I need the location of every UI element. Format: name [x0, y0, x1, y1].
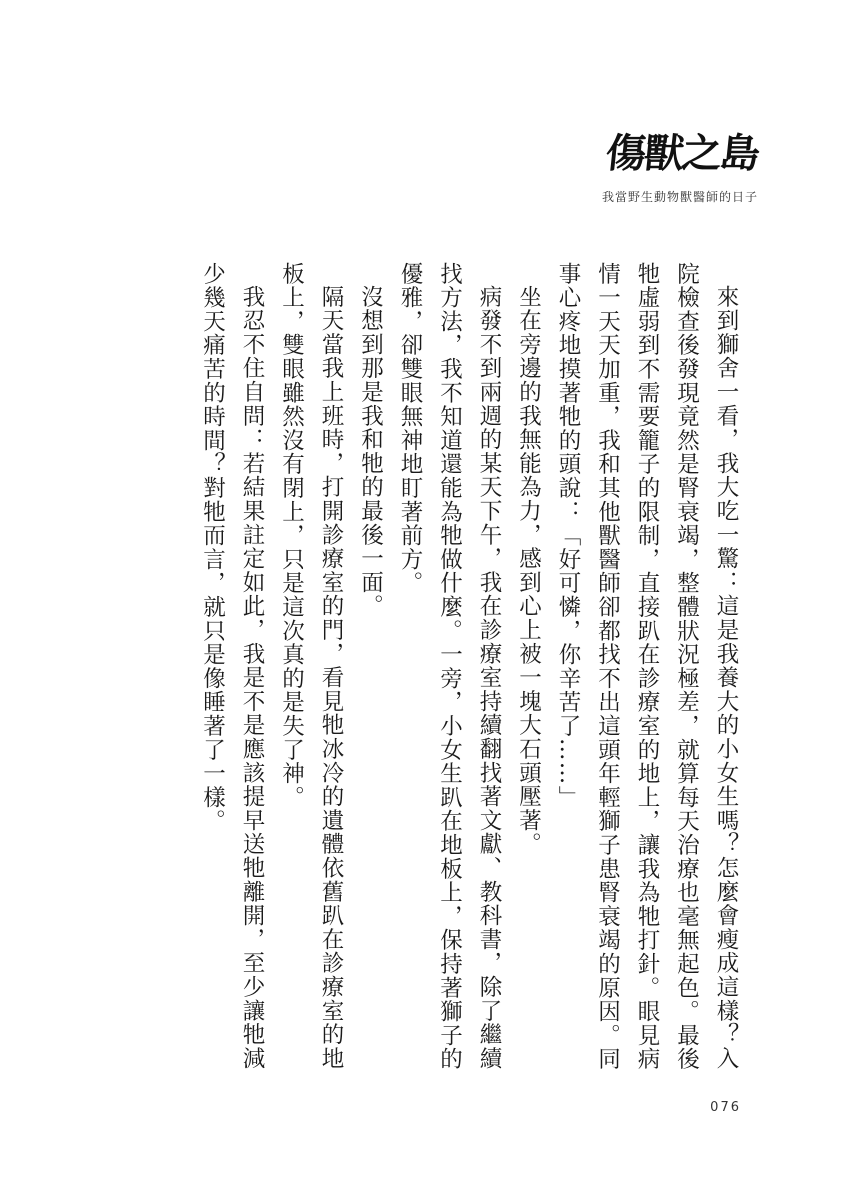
book-title-logo: 傷獸之島 — [603, 130, 761, 177]
paragraph-2: 坐在旁邊的我無能為力，感到心上被一塊大石頭壓著。 — [515, 284, 542, 856]
paragraph-3: 病發不到兩週的某天下午，我在診療室持續翻找著文獻、教科書，除了繼續找方法，我不知道還能為牠做什麼。一旁，小女生趴在地板上，保持著獅子的優雅，卻雙眼無神地盯著前方。 — [397, 262, 502, 1072]
paragraph-5: 隔天當我上班時，打開診療室的門，看見牠冰冷的遺體依舊趴在診療室的地板上，雙眼雖然沒有閉上，只是這次真的是失了神。 — [278, 262, 344, 1070]
paragraph-4: 沒想到那是我和牠的最後一面。 — [357, 284, 384, 618]
paragraph-6: 我忍不住自問：若結果註定如此，我是不是應該提早送牠離開，至少讓牠減少幾天痛苦的時間？對牠而言，就只是像睡著了一樣。 — [199, 262, 265, 1070]
paragraph-1: 來到獅舍一看，我大吃一驚：這是我養大的小女生嗎？怎麼會瘦成這樣？入院檢查後發現竟然是腎衰竭，整體狀況極差，就算每天治療也毫無起色。最後牠虛弱到不需要籠子的限制，直接趴在診療室的地上，讓我為牠打針。眼見病情一天天加重，我和其他獸醫師卻都找不出這頭年輕獅子患腎衰竭的原因。同事心疼地摸著牠的頭說：「好可憐，你辛苦了……」 — [555, 262, 739, 1072]
page-number: 076 — [710, 1100, 741, 1115]
body-text — [135, 262, 745, 1072]
running-header — [598, 128, 761, 205]
book-subtitle: 我當野生動物獸醫師的日子 — [601, 190, 758, 204]
